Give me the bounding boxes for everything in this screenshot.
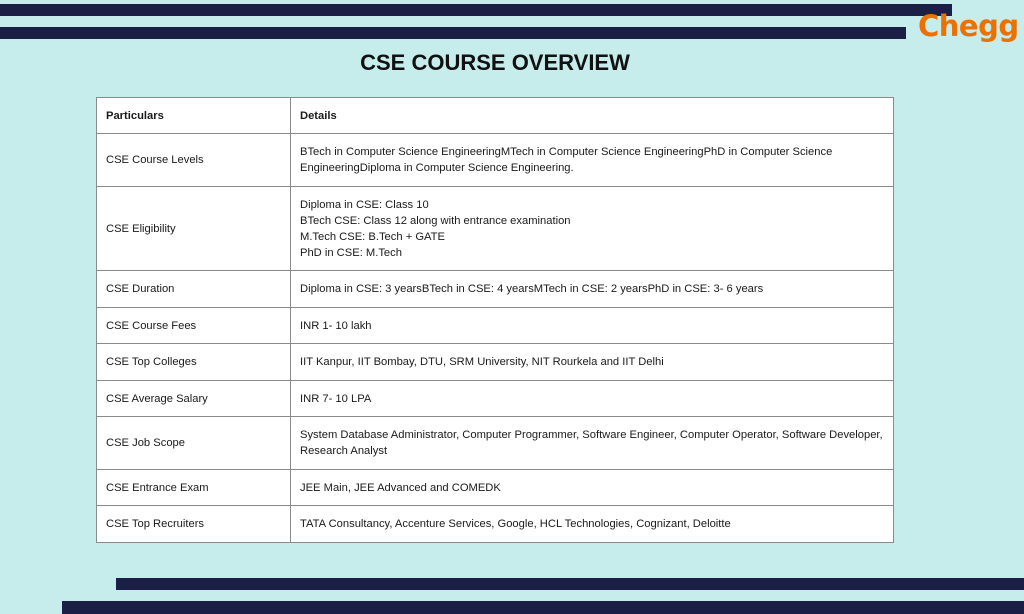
detail-line: M.Tech CSE: B.Tech + GATE <box>300 230 445 243</box>
details-cell <box>291 381 894 417</box>
detail-line: JEE Main, JEE Advanced and COMEDK <box>300 481 501 494</box>
detail-line: System Database Administrator, Computer Programmer, Software Engineer, Computer Operator, Software Developer, Research Analyst <box>300 429 883 457</box>
particular-cell: CSE Course Levels <box>97 134 291 187</box>
detail-line: Diploma in CSE: 3 yearsBTech in CSE: 4 yearsMTech in CSE: 2 yearsPhD in CSE: 3- 6 years <box>300 283 764 295</box>
details-cell <box>291 271 894 308</box>
details-cell <box>291 470 894 506</box>
table-header-row <box>97 98 894 134</box>
particular-cell: CSE Entrance Exam <box>97 470 291 506</box>
bottom-band-lower <box>62 601 1024 614</box>
detail-line: Diploma in CSE: Class 10 <box>300 198 429 211</box>
bottom-band-upper <box>116 578 1024 590</box>
table-row <box>97 470 894 506</box>
header-details: Details <box>291 98 894 134</box>
table-row <box>97 506 894 543</box>
details-cell <box>291 506 894 543</box>
detail-line: TATA Consultancy, Accenture Services, Google, HCL Technologies, Cognizant, Deloitte <box>300 518 731 530</box>
particular-cell: CSE Eligibility <box>97 187 291 271</box>
chegg-logo: Chegg <box>918 9 1019 43</box>
particular-cell: CSE Job Scope <box>97 417 291 470</box>
detail-line: PhD in CSE: M.Tech <box>300 246 402 259</box>
table-row <box>97 271 894 308</box>
table-row <box>97 381 894 417</box>
particular-cell: CSE Top Colleges <box>97 344 291 381</box>
particular-cell: CSE Top Recruiters <box>97 506 291 543</box>
table-row <box>97 344 894 381</box>
particular-cell: CSE Average Salary <box>97 381 291 417</box>
detail-line: INR 1- 10 lakh <box>300 319 372 332</box>
top-band-lower <box>0 27 906 39</box>
detail-line: BTech CSE: Class 12 along with entrance examination <box>300 214 571 227</box>
header-particulars: Particulars <box>97 98 291 134</box>
table-row <box>97 308 894 344</box>
particular-cell: CSE Duration <box>97 271 291 308</box>
details-cell <box>291 344 894 381</box>
detail-line: INR 7- 10 LPA <box>300 392 372 405</box>
details-cell <box>291 417 894 470</box>
details-cell <box>291 134 894 187</box>
table-body <box>97 134 894 543</box>
details-cell <box>291 308 894 344</box>
page-title: CSE COURSE OVERVIEW <box>360 50 630 75</box>
table-row <box>97 417 894 470</box>
top-band-upper <box>0 4 952 16</box>
particular-cell: CSE Course Fees <box>97 308 291 344</box>
table-row <box>97 187 894 271</box>
details-cell <box>291 187 894 271</box>
course-overview-table <box>96 97 894 543</box>
detail-line: IIT Kanpur, IIT Bombay, DTU, SRM University, NIT Rourkela and IIT Delhi <box>300 356 664 368</box>
detail-line: BTech in Computer Science EngineeringMTech in Computer Science EngineeringPhD in Computer Science EngineeringDiploma in Computer Science Engineering. <box>300 146 833 174</box>
table-row <box>97 134 894 187</box>
